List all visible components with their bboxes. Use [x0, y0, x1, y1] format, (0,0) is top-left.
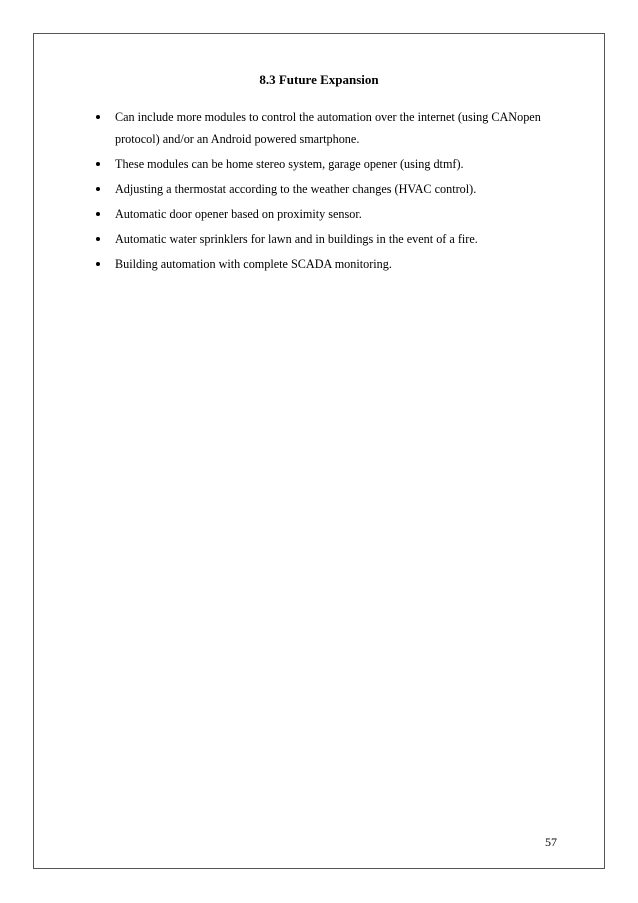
list-item-text: These modules can be home stereo system, garage opener (using dtmf).	[115, 157, 464, 171]
bullet-icon	[96, 187, 100, 191]
list-item	[90, 178, 570, 200]
bullet-icon	[96, 237, 100, 241]
list-item	[90, 228, 570, 250]
list-item-text: Adjusting a thermostat according to the weather changes (HVAC control).	[115, 182, 477, 196]
list-item-text: Automatic water sprinklers for lawn and in buildings in the event of a fire.	[115, 232, 478, 246]
bullet-icon	[96, 162, 100, 166]
page-number: 57	[545, 835, 557, 849]
bullet-icon	[96, 115, 100, 119]
list-item-text: Building automation with complete SCADA monitoring.	[115, 257, 392, 271]
list-item	[90, 253, 570, 275]
list-item	[90, 106, 570, 150]
list-item	[90, 153, 570, 175]
bullet-icon	[96, 212, 100, 216]
bullet-icon	[96, 262, 100, 266]
section-title: 8.3 Future Expansion	[259, 72, 379, 87]
future-expansion-list	[90, 106, 570, 278]
list-item	[90, 203, 570, 225]
list-item-text: Can include more modules to control the automation over the internet (using CANopen protocol) and/or an Android powered smartphone.	[115, 110, 541, 146]
list-item-text: Automatic door opener based on proximity sensor.	[115, 207, 362, 221]
